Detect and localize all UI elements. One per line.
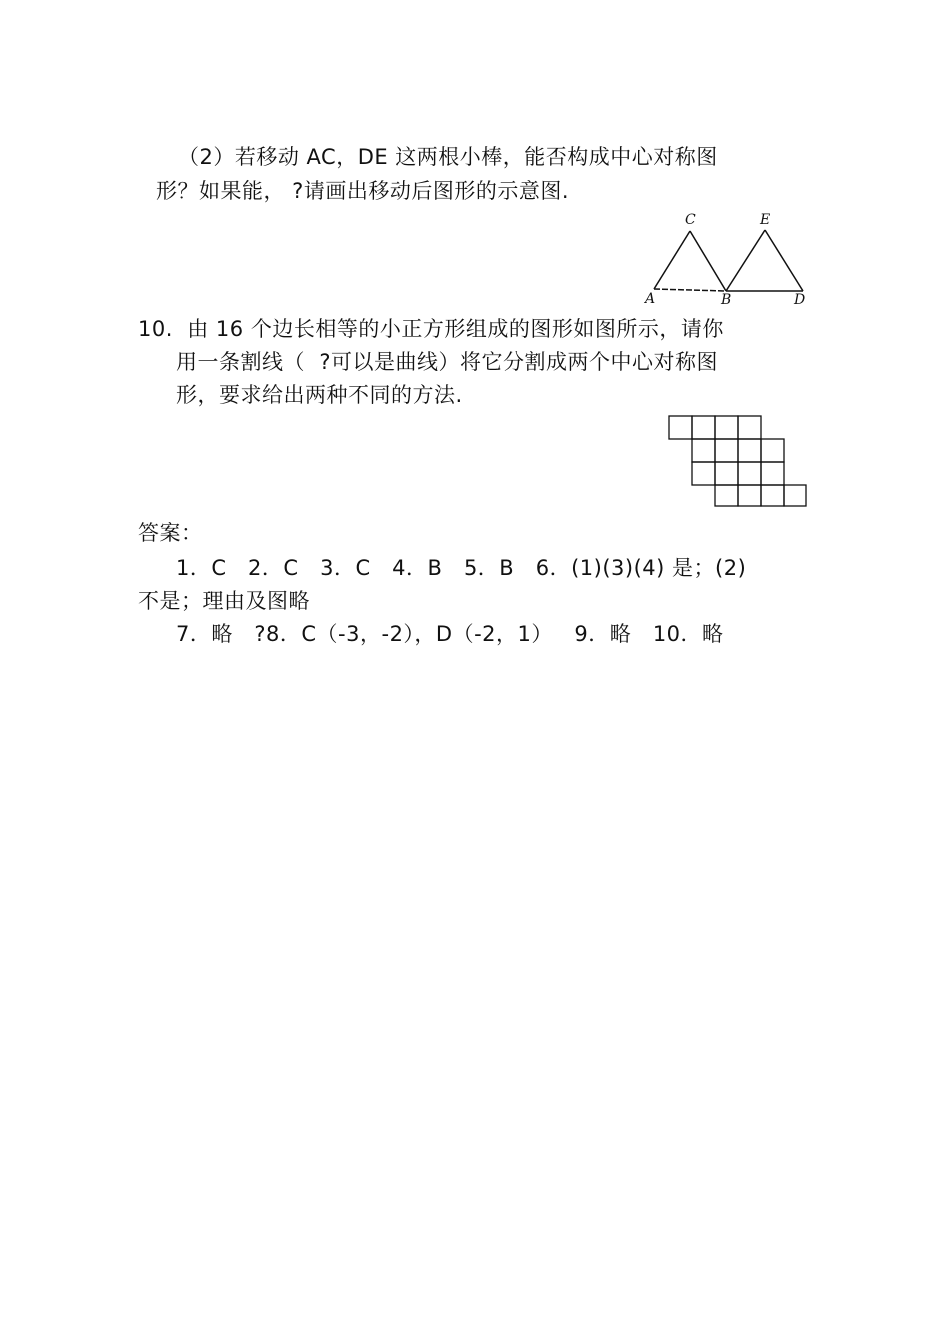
answers-line-3: 7．略 ?8．C（-3，-2），D（-2，1） 9．略 10．略 xyxy=(176,622,724,646)
grid-square xyxy=(761,462,784,485)
label-b: B xyxy=(721,292,732,308)
grid-square xyxy=(738,485,761,506)
grid-square xyxy=(692,439,715,462)
segment-be xyxy=(726,230,765,291)
q10-text-line-3: 形，要求给出两种不同的方法. xyxy=(176,383,463,407)
segment-cb xyxy=(690,231,726,291)
grid-square xyxy=(784,485,806,506)
label-e: E xyxy=(760,212,771,228)
q10-text-line-2: 用一条割线（ ?可以是曲线）将它分割成两个中心对称图 xyxy=(176,350,718,374)
squares-grid-figure xyxy=(665,412,810,510)
label-c: C xyxy=(685,212,696,228)
label-a: A xyxy=(645,291,656,307)
grid-square xyxy=(738,416,761,439)
answers-line-2: 不是；理由及图略 xyxy=(138,589,310,613)
segment-ab xyxy=(654,289,726,291)
label-d: D xyxy=(794,292,806,308)
answers-heading: 答案： xyxy=(138,521,203,545)
grid-square xyxy=(715,462,738,485)
grid-square xyxy=(715,485,738,506)
grid-square xyxy=(692,416,715,439)
grid-square xyxy=(761,485,784,506)
grid-square xyxy=(715,416,738,439)
grid-square xyxy=(738,462,761,485)
q9-text-line-2: 形？如果能， ?请画出移动后图形的示意图. xyxy=(156,179,569,203)
grid-square xyxy=(761,439,784,462)
segment-ac xyxy=(654,231,690,289)
grid-square xyxy=(715,439,738,462)
grid-square xyxy=(738,439,761,462)
triangles-figure xyxy=(640,208,815,308)
grid-square xyxy=(669,416,692,439)
answers-line-1: 1．C 2．C 3．C 4．B 5．B 6．(1)(3)(4) 是；(2) xyxy=(176,556,747,580)
q10-text-line-1: 10. 由 16 个边长相等的小正方形组成的图形如图所示，请你 xyxy=(138,317,724,341)
q9-text-line-1: （2）若移动 AC，DE 这两根小棒，能否构成中心对称图 xyxy=(178,145,718,169)
grid-square xyxy=(692,462,715,485)
segment-ed xyxy=(765,230,803,291)
